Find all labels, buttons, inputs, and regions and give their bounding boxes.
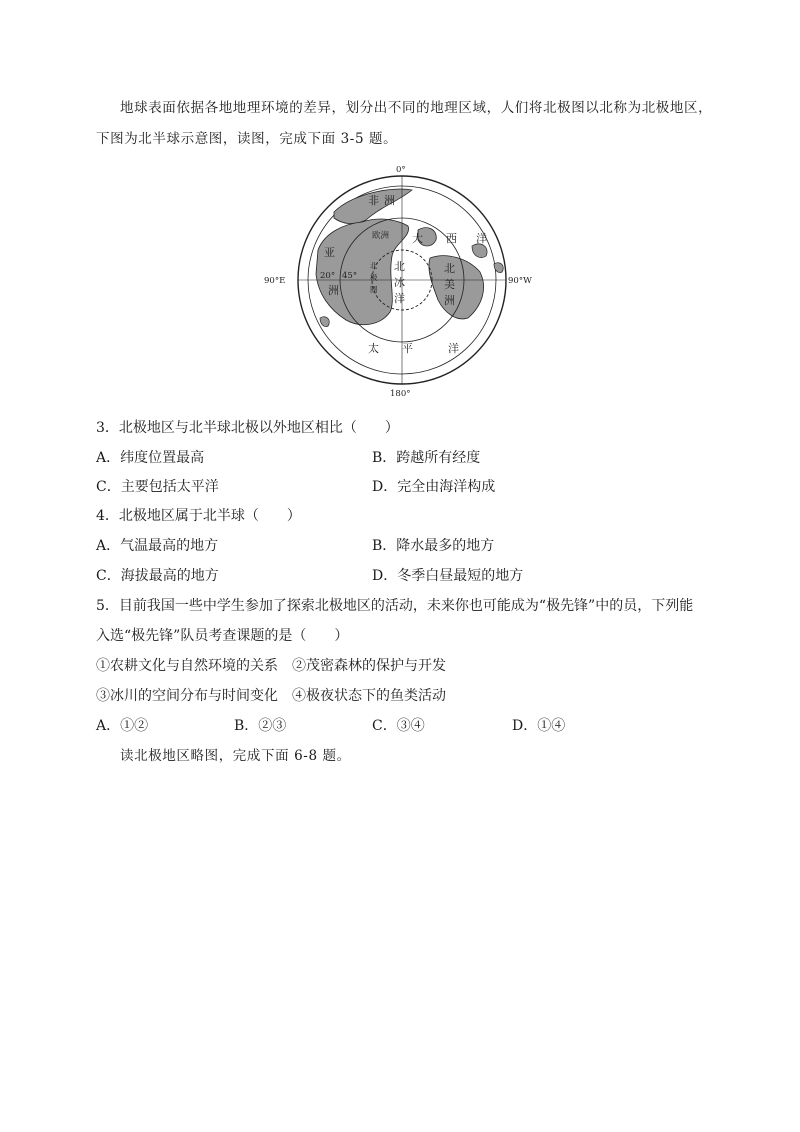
label-arctic-circle-2: 极: [370, 273, 378, 282]
label-europe: 欧洲: [372, 231, 390, 241]
question-3-stem: 3．北极地区与北半球北极以外地区相比（ ）: [96, 420, 399, 436]
label-arctic-ocean-2: 冰: [394, 276, 405, 289]
label-180deg: 180°: [390, 389, 411, 399]
question-5-stem-line-2: 入选“极先锋”队员考查课题的是（ ）: [96, 628, 349, 644]
island-shape-3: [320, 317, 329, 327]
label-africa-2: 洲: [384, 194, 395, 207]
question-5-option-c: C．③④: [372, 718, 425, 734]
label-atlantic-3: 洋: [476, 232, 487, 245]
label-arctic-circle-3: 圈: [370, 285, 378, 294]
question-3-option-a: A．纬度位置最高: [96, 450, 205, 466]
label-90e: 90°E: [264, 276, 286, 286]
question-4-option-a: A．气温最高的地方: [96, 538, 219, 554]
intro-line-1: 地球表面依据各地地理环境的差异，划分出不同的地理区域，人们将北极图以北称为北极地区，: [120, 100, 713, 116]
label-0deg: 0°: [396, 165, 406, 175]
question-5-option-d: D．①④: [512, 718, 566, 734]
question-5-items-line-1: ①农耕文化与自然环境的关系 ②茂密森林的保护与开发: [96, 658, 446, 674]
outro-line: 读北极地区略图，完成下面 6-8 题。: [120, 748, 351, 764]
question-5-option-a: A．①②: [96, 718, 149, 734]
label-pacific-3: 洋: [448, 342, 459, 355]
map-svg: [262, 160, 542, 400]
question-5-stem-line-1: 5．目前我国一些中学生参加了探索北极地区的活动，未来你也可能成为“极先锋”中的员，下列能: [96, 598, 694, 614]
label-pacific-1: 太: [368, 342, 379, 355]
label-na-1: 北: [444, 262, 455, 275]
question-5-items-line-2: ③冰川的空间分布与时间变化 ④极夜状态下的鱼类活动: [96, 688, 446, 704]
label-asia-1: 亚: [324, 246, 335, 259]
label-na-3: 洲: [444, 294, 455, 307]
label-pacific-2: 平: [402, 342, 413, 355]
question-4-option-b: B．降水最多的地方: [372, 538, 495, 554]
label-90w: 90°W: [508, 276, 532, 286]
label-na-2: 美: [444, 278, 455, 291]
question-5-option-b: B．②③: [234, 718, 287, 734]
question-3-option-d: D．完全由海洋构成: [372, 479, 496, 495]
question-4-option-d: D．冬季白昼最短的地方: [372, 568, 524, 584]
label-asia-2: 洲: [328, 284, 339, 297]
question-3-option-c: C．主要包括太平洋: [96, 479, 219, 495]
intro-line-2: 下图为北半球示意图，读图，完成下面 3-5 题。: [96, 131, 398, 147]
label-atlantic-2: 西: [446, 232, 457, 245]
question-3-option-b: B．跨越所有经度: [372, 450, 481, 466]
label-20deg: 20°: [320, 271, 336, 281]
question-4-stem: 4．北极地区属于北半球（ ）: [96, 508, 301, 524]
label-atlantic-1: 大: [412, 232, 423, 245]
label-arctic-ocean-3: 洋: [394, 292, 405, 305]
label-arctic-ocean-1: 北: [394, 260, 405, 273]
label-arctic-circle-1: 北: [370, 261, 378, 270]
label-africa-1: 非: [368, 194, 379, 207]
question-4-option-c: C．海拔最高的地方: [96, 568, 219, 584]
label-45deg: 45°: [342, 271, 358, 281]
northern-hemisphere-map: [262, 160, 542, 400]
island-shape: [472, 244, 487, 258]
